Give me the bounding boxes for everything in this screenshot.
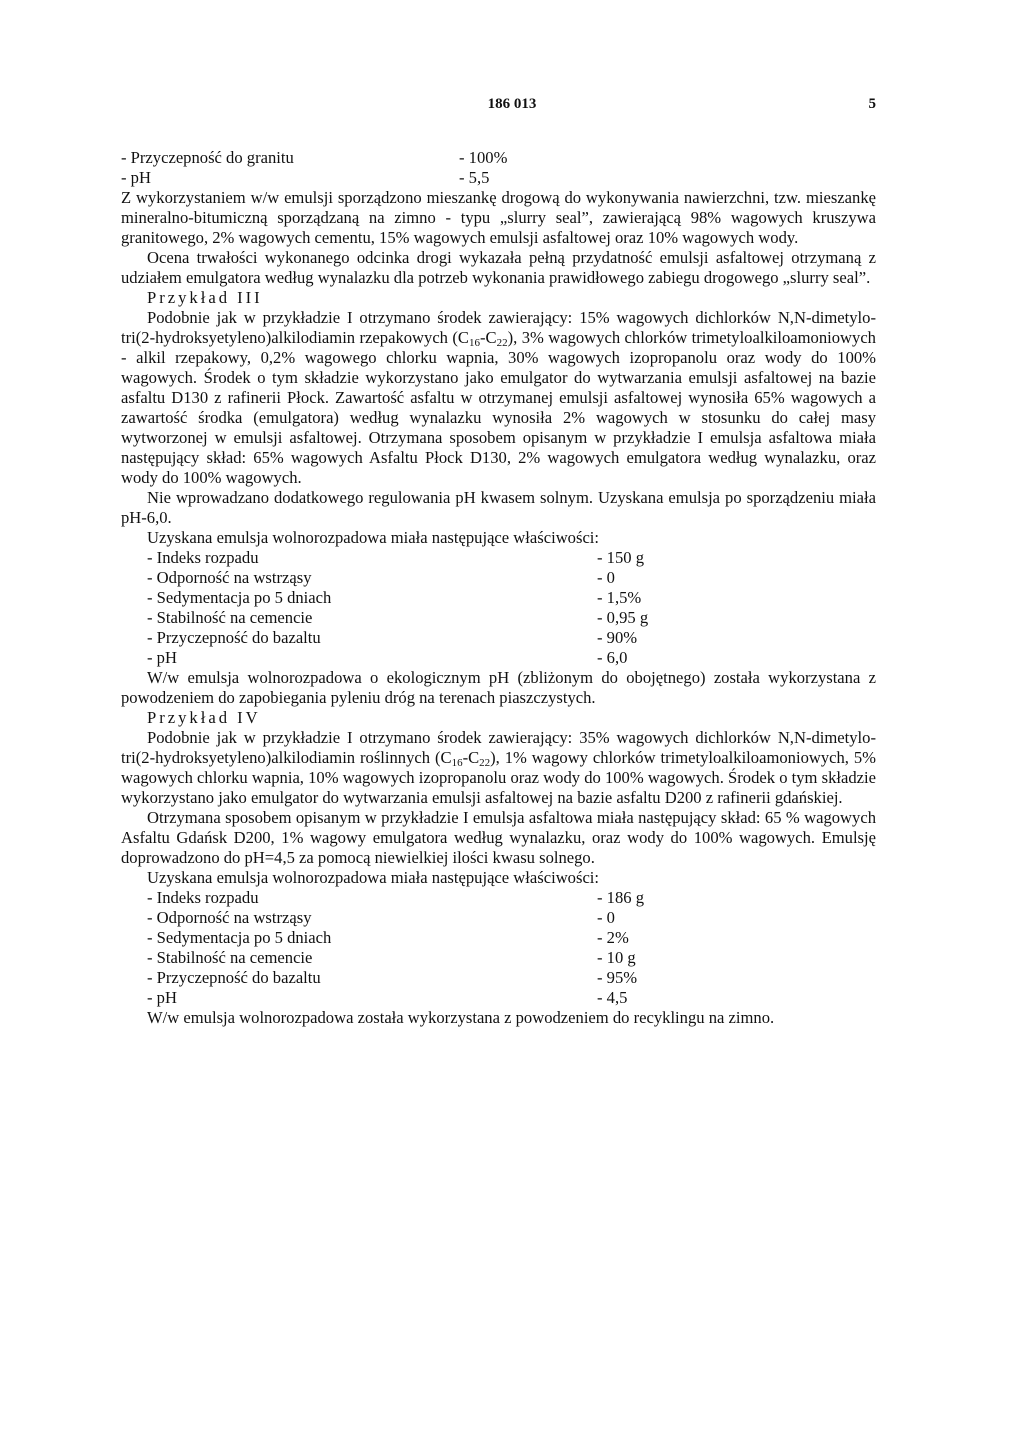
property-value: - 100% — [459, 148, 508, 167]
example-4-paragraph-3: W/w emulsja wolnorozpadowa została wykorzystana z powodzeniem do recyklingu na zimno. — [147, 1008, 775, 1027]
property-label: - pH — [121, 168, 151, 187]
property-row — [121, 148, 876, 168]
property-value: - 5,5 — [459, 168, 490, 187]
property-row: - Odporność na wstrząsy - 0 — [147, 908, 615, 927]
document-number: 186 013 — [487, 96, 537, 112]
example-3-paragraph-2: Nie wprowadzano dodatkowego regulowania pH kwasem solnym. Uzyskana emulsja po sporządzeniu miała pH-6,0. — [121, 488, 876, 527]
property-list-granite — [121, 148, 876, 188]
property-row: - Stabilność na cemencie - 0,95 g — [147, 608, 649, 627]
example-3-paragraph-1: Podobnie jak w przykładzie I otrzymano środek zawierający: 15% wagowych dichlorków N,N-dimetylo-tri(2-hydroksyetyleno)alkilodiamin rzepakowych $(C_{16}-C_{22})$, 3% wagowych chlorków trimetyloalkiloamoniowych - alkil rzepakowy, 0,2% wagowego chlorku wapnia, 30% wagowych izopropanolu oraz wody do 100% wagowych. Środek o tym składzie wykorzystano jako emulgator do wytwarzania emulsji asfaltowej na bazie asfaltu D130 z rafinerii Płock. Zawartość asfaltu w otrzymanej emulsji asfaltowej wynosiła 65% wagowych a zawartość środka (emulgatora) według wynalazku wynosiła 2% wagowych w stosunku do całej masy wytworzonej w emulsji asfaltowej. Otrzymana sposobem opisanym w przykładzie I emulsja asfaltowa miała następujący skład: 65% wagowych Asfaltu Płock D130, 2% wagowych emulgatora według wynalazku, oraz wody do 100% wagowych. — [121, 308, 876, 487]
property-row: - Przyczepność do bazaltu - 90% — [147, 628, 638, 647]
property-row: - Indeks rozpadu - 150 g — [147, 548, 645, 567]
paragraph-durability: Ocena trwałości wykonanego odcinka drogi wykazała pełną przydatność emulsji asfaltowej otrzymaną z udziałem emulgatora według wynalazku dla potrzeb wykonania prawidłowego zabiegu drogowego „slurry seal”. — [121, 248, 876, 287]
example-4-paragraph-2: Otrzymana sposobem opisanym w przykładzie I emulsja asfaltowa miała następujący skład: 65 % wagowych Asfaltu Gdańsk D200, 1% wagowy emulgatora według wynalazku, oraz wody do 100% wagowych. Emulsję doprowadzono do pH=4,5 za pomocą niewielkiej ilości kwasu solnego. — [121, 808, 876, 867]
page-body — [121, 148, 876, 1028]
property-row: - pH - 6,0 — [147, 648, 628, 667]
example-4-property-list — [121, 888, 876, 1008]
property-row: - Sedymentacja po 5 dniach - 2% — [147, 928, 629, 947]
example-3-property-list — [121, 548, 876, 668]
example-4-paragraph-1: Podobnie jak w przykładzie I otrzymano środek zawierający: 35% wagowych dichlorków N,N-dimetylo-tri(2-hydroksyetyleno)alkilodiamin roślinnych $(C_{16}-C_{22})$, 1% wagowy chlorków trimetyloalkiloamoniowych, 5% wagowych chlorku wapnia, 10% wagowych izopropanolu oraz wody do 100% wagowych. Środek o tym składzie wykorzystano jako emulgator do wytwarzania emulsji asfaltowej na bazie asfaltu D200 z rafinerii gdańskiej. — [121, 728, 876, 807]
page-number: 5 — [868, 96, 876, 112]
example-3-heading: Przykład III — [147, 288, 263, 307]
example-3-properties-intro: Uzyskana emulsja wolnorozpadowa miała następujące właściwości: — [147, 528, 600, 547]
property-row: - Odporność na wstrząsy - 0 — [147, 568, 615, 587]
paragraph-slurry-seal-mix: Z wykorzystaniem w/w emulsji sporządzono mieszankę drogową do wykonywania nawierzchni, tzw. mieszankę mineralno-bitumiczną sporządzaną na zimno - typu „slurry seal”, zawierającą 98% wagowych kruszywa granitowego, 2% wagowych cementu, 15% wagowych emulsji asfaltowej oraz 10% wagowych wody. — [121, 188, 876, 247]
property-label: - Przyczepność do granitu — [121, 148, 294, 167]
property-row: - Indeks rozpadu - 186 g — [147, 888, 645, 907]
example-4-properties-intro: Uzyskana emulsja wolnorozpadowa miała następujące właściwości: — [147, 868, 600, 887]
property-row: - Sedymentacja po 5 dniach - 1,5% — [147, 588, 642, 607]
property-row: - Przyczepność do bazaltu - 95% — [147, 968, 638, 987]
example-4-heading: Przykład IV — [147, 708, 261, 727]
property-row: - Stabilność na cemencie - 10 g — [147, 948, 636, 967]
property-row — [121, 168, 876, 188]
example-3-paragraph-3: W/w emulsja wolnorozpadowa o ekologicznym pH (zbliżonym do obojętnego) została wykorzystana z powodzeniem do zapobiegania pyleniu dróg na terenach piaszczystych. — [121, 668, 876, 707]
property-row: - pH - 4,5 — [147, 988, 628, 1007]
